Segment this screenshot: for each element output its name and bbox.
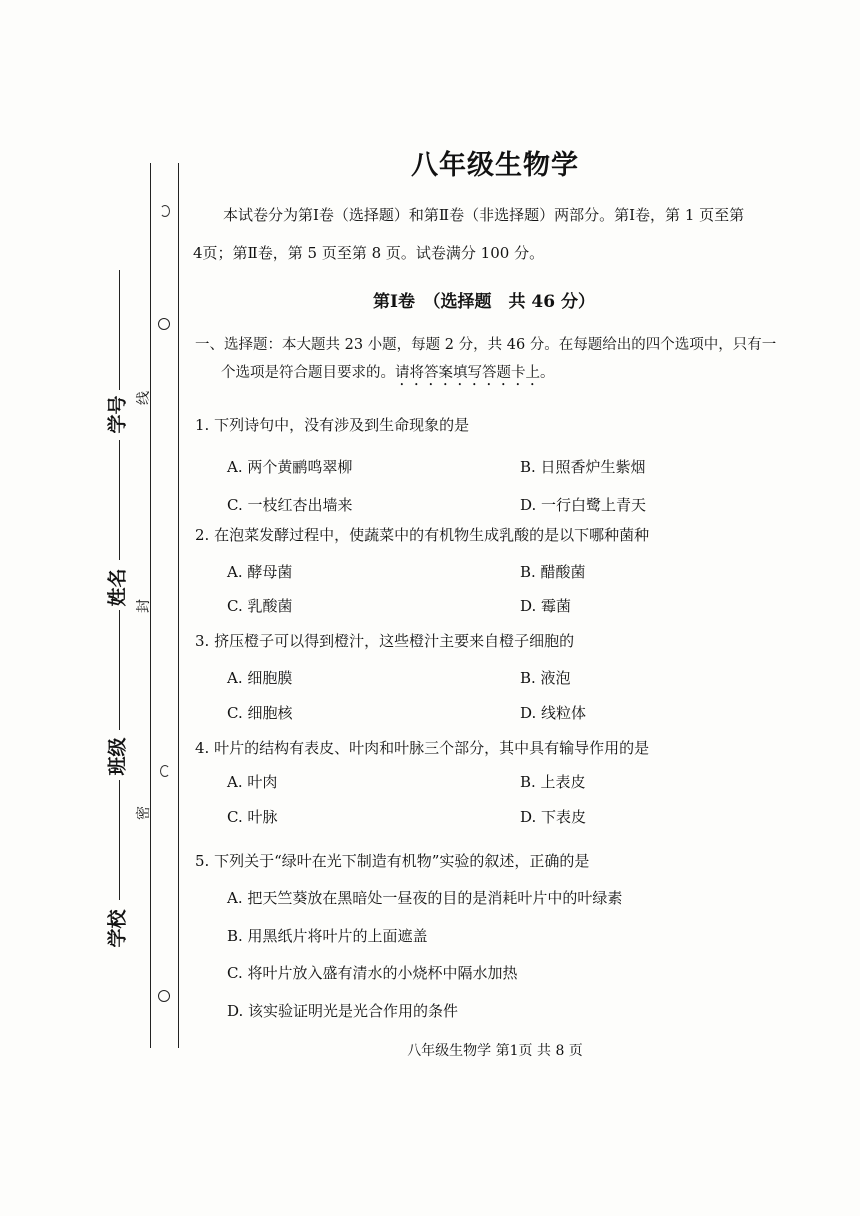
student-id-label: 学号 [106, 395, 129, 434]
class-blank[interactable] [119, 610, 120, 730]
question-4-option-d[interactable]: D. 下表皮 [520, 808, 587, 826]
question-2-option-b[interactable]: B. 醋酸菌 [520, 563, 586, 581]
punch-hole-mark [160, 205, 170, 217]
question-3-option-d[interactable]: D. 线粒体 [520, 704, 587, 722]
question-4-option-c[interactable]: C. 叶脉 [227, 808, 278, 826]
section-instructions [195, 331, 805, 389]
seal-mark-xian: 线 [136, 391, 152, 405]
seal-mark-mi: 密 [136, 806, 152, 820]
question-4-option-a[interactable]: A. 叶肉 [227, 773, 278, 791]
question-1-option-a[interactable]: A. 两个黄鹂鸣翠柳 [227, 458, 353, 476]
intro-line-2: 4页；第Ⅱ卷，第 5 页至第 8 页。试卷满分 100 分。 [193, 244, 545, 262]
question-2-stem: 2. 在泡菜发酵过程中，使蔬菜中的有机物生成乳酸的是以下哪种菌种 [195, 526, 650, 544]
class-label: 班级 [106, 737, 129, 776]
question-3-option-b[interactable]: B. 液泡 [520, 669, 571, 687]
exam-intro [193, 196, 813, 272]
instruction-line-2 [195, 359, 805, 389]
student-id-blank[interactable] [119, 270, 120, 390]
instruction-emphasis: 请将答案填写答题卡上。 [395, 365, 555, 381]
name-label: 姓名 [106, 568, 129, 607]
punch-hole-circle [158, 318, 170, 330]
question-2-option-a[interactable]: A. 酵母菌 [227, 563, 293, 581]
section-title: 第Ⅰ卷 （选择题 共 46 分） [373, 292, 595, 312]
intro-line-1: 本试卷分为第Ⅰ卷（选择题）和第Ⅱ卷（非选择题）两部分。第Ⅰ卷，第 1 页至第 [223, 206, 745, 224]
seal-mark-feng: 封 [136, 599, 152, 613]
question-5-option-b[interactable]: B. 用黑纸片将叶片的上面遮盖 [227, 927, 428, 945]
page-footer: 八年级生物学 第1页 共 8 页 [407, 1043, 583, 1059]
question-5-option-c[interactable]: C. 将叶片放入盛有清水的小烧杯中隔水加热 [227, 964, 518, 982]
question-2-option-d[interactable]: D. 霉菌 [520, 597, 572, 615]
question-3-option-a[interactable]: A. 细胞膜 [227, 669, 293, 687]
school-label: 学校 [106, 909, 129, 948]
exam-title: 八年级生物学 [411, 150, 579, 181]
name-blank[interactable] [119, 440, 120, 560]
question-1-option-b[interactable]: B. 日照香炉生紫烟 [520, 458, 646, 476]
question-4-stem: 4. 叶片的结构有表皮、叶肉和叶脉三个部分，其中具有输导作用的是 [195, 739, 650, 757]
question-1-option-c[interactable]: C. 一枝红杏出墙来 [227, 496, 353, 514]
question-4-option-b[interactable]: B. 上表皮 [520, 773, 586, 791]
question-5-option-a[interactable]: A. 把天竺葵放在黑暗处一昼夜的目的是消耗叶片中的叶绿素 [227, 889, 623, 907]
instruction-text: 个选项是符合题目要求的。 [221, 365, 395, 381]
question-1-stem: 1. 下列诗句中，没有涉及到生命现象的是 [195, 416, 470, 434]
question-1-option-d[interactable]: D. 一行白鹭上青天 [520, 496, 647, 514]
question-3-option-c[interactable]: C. 细胞核 [227, 704, 293, 722]
punch-hole-circle [158, 990, 170, 1002]
question-5-stem: 5. 下列关于“绿叶在光下制造有机物”实验的叙述，正确的是 [195, 852, 590, 870]
question-2-option-c[interactable]: C. 乳酸菌 [227, 597, 293, 615]
margin-line-right [178, 163, 179, 1048]
instruction-line-1: 一、选择题：本大题共 23 小题，每题 2 分，共 46 分。在每题给出的四个选项中，只有一 [195, 337, 777, 353]
question-3-stem: 3. 挤压橙子可以得到橙汁，这些橙汁主要来自橙子细胞的 [195, 632, 575, 650]
school-blank[interactable] [119, 780, 120, 900]
question-5-option-d[interactable]: D. 该实验证明光是光合作用的条件 [227, 1002, 459, 1020]
punch-hole-mark [160, 765, 170, 777]
